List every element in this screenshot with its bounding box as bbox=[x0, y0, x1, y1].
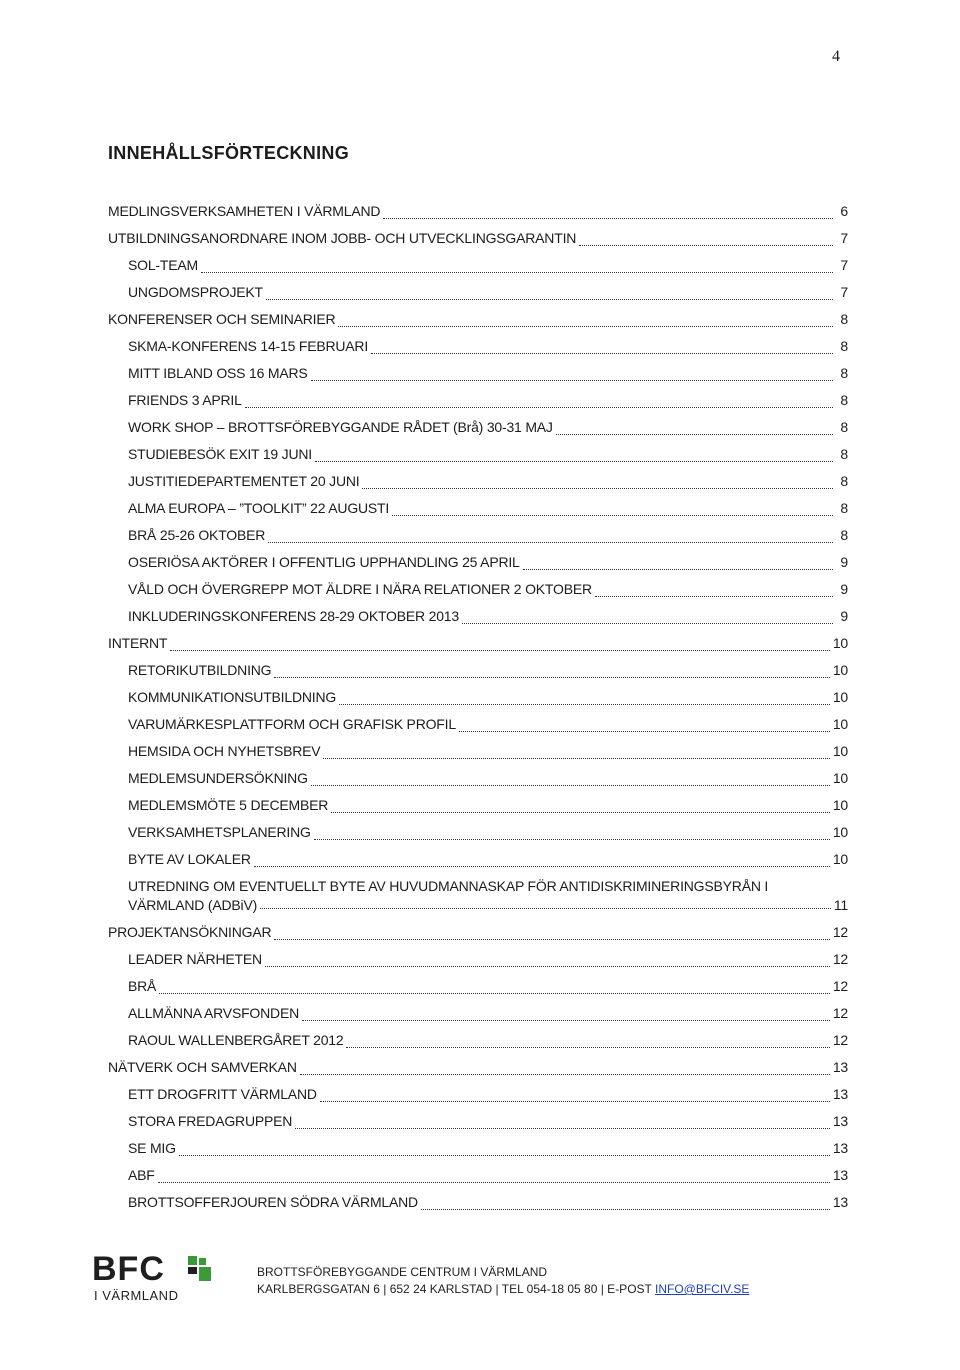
dot-leader bbox=[331, 812, 830, 813]
toc-entry-title: ALMA EUROPA – ”TOOLKIT” 22 AUGUSTI bbox=[128, 500, 390, 516]
toc-entry[interactable] bbox=[108, 1162, 848, 1189]
toc-entry-title: INKLUDERINGSKONFERENS 28-29 OKTOBER 2013 bbox=[128, 608, 459, 624]
toc-entry[interactable] bbox=[108, 1189, 848, 1216]
toc-entry-page: 11 bbox=[833, 897, 848, 913]
toc-entry[interactable] bbox=[108, 549, 848, 576]
toc-entry-page: 8 bbox=[840, 500, 848, 516]
toc-entry[interactable] bbox=[108, 919, 848, 946]
toc-entry-title: HEMSIDA OCH NYHETSBREV bbox=[128, 743, 321, 759]
dot-leader bbox=[314, 839, 830, 840]
toc-entry[interactable] bbox=[108, 711, 848, 738]
dot-leader bbox=[201, 272, 833, 273]
dot-leader bbox=[523, 569, 833, 570]
toc-entry[interactable] bbox=[108, 1081, 848, 1108]
dot-leader bbox=[266, 299, 833, 300]
toc-entry[interactable] bbox=[108, 441, 848, 468]
toc-entry-page: 10 bbox=[832, 635, 848, 651]
dot-leader bbox=[595, 596, 833, 597]
dot-leader bbox=[323, 758, 829, 759]
dot-leader bbox=[295, 1128, 830, 1129]
toc-entry[interactable] bbox=[108, 684, 848, 711]
org-name: BROTTSFÖREBYGGANDE CENTRUM I VÄRMLAND bbox=[257, 1265, 548, 1279]
dot-leader bbox=[274, 677, 829, 678]
table-of-contents bbox=[108, 198, 848, 1216]
toc-entry[interactable] bbox=[108, 819, 848, 846]
dot-leader bbox=[339, 704, 830, 705]
toc-entry-title: VARUMÄRKESPLATTFORM OCH GRAFISK PROFIL bbox=[128, 716, 456, 732]
toc-entry-title: ALLMÄNNA ARVSFONDEN bbox=[128, 1005, 299, 1021]
toc-entry-page: 8 bbox=[840, 311, 848, 327]
toc-entry[interactable] bbox=[108, 738, 848, 765]
toc-entry-page: 13 bbox=[832, 1113, 848, 1129]
toc-entry-page: 13 bbox=[832, 1059, 848, 1075]
dot-leader bbox=[311, 380, 833, 381]
logo-subtext: I VÄRMLAND bbox=[94, 1288, 179, 1303]
toc-entry-title: UTREDNING OM EVENTUELLT BYTE AV HUVUDMANNASKAP FÖR ANTIDISKRIMINERINGSBYRÅN I bbox=[128, 878, 769, 894]
dot-leader bbox=[459, 731, 830, 732]
toc-entry-title: SKMA-KONFERENS 14-15 FEBRUARI bbox=[128, 338, 369, 354]
footer-contact bbox=[257, 1264, 749, 1298]
toc-entry-page: 10 bbox=[832, 743, 848, 759]
toc-entry-page: 8 bbox=[840, 392, 848, 408]
dot-leader bbox=[315, 461, 833, 462]
email-link[interactable]: INFO@BFCIV.SE bbox=[654, 1282, 750, 1296]
toc-entry-page: 10 bbox=[832, 716, 848, 732]
address-line bbox=[257, 1281, 749, 1298]
toc-entry-page: 8 bbox=[840, 338, 848, 354]
toc-entry[interactable] bbox=[108, 495, 848, 522]
dot-leader bbox=[274, 939, 829, 940]
toc-entry-title: BRÅ bbox=[128, 978, 157, 994]
toc-entry[interactable] bbox=[108, 792, 848, 819]
toc-entry-page: 8 bbox=[840, 473, 848, 489]
toc-entry-page: 9 bbox=[840, 608, 848, 624]
toc-entry-title: MEDLEMSUNDERSÖKNING bbox=[128, 770, 308, 786]
toc-entry-page: 8 bbox=[840, 419, 848, 435]
dot-leader bbox=[265, 966, 830, 967]
toc-entry-title: ABF bbox=[128, 1167, 155, 1183]
bfc-logo bbox=[92, 1252, 222, 1312]
toc-entry-title: UTBILDNINGSANORDNARE INOM JOBB- OCH UTVECKLINGSGARANTIN bbox=[108, 230, 577, 246]
logo-cross-icon bbox=[188, 1256, 212, 1282]
toc-entry-page: 13 bbox=[832, 1140, 848, 1156]
toc-entry-page: 12 bbox=[832, 951, 848, 967]
toc-entry-page: 12 bbox=[832, 978, 848, 994]
toc-entry-title: SE MIG bbox=[128, 1140, 176, 1156]
toc-entry-title: MITT IBLAND OSS 16 MARS bbox=[128, 365, 308, 381]
toc-entry[interactable] bbox=[108, 846, 848, 873]
dot-leader bbox=[300, 1074, 830, 1075]
toc-entry-page: 8 bbox=[840, 446, 848, 462]
toc-entry[interactable] bbox=[108, 973, 848, 1000]
toc-entry[interactable] bbox=[108, 198, 848, 225]
toc-entry[interactable] bbox=[108, 468, 848, 495]
toc-entry-page: 7 bbox=[840, 284, 848, 300]
toc-entry[interactable] bbox=[108, 387, 848, 414]
toc-entry[interactable] bbox=[108, 946, 848, 973]
toc-entry-page: 8 bbox=[840, 365, 848, 381]
dot-leader bbox=[346, 1047, 829, 1048]
toc-entry-page: 9 bbox=[840, 554, 848, 570]
toc-entry-title: BYTE AV LOKALER bbox=[128, 851, 251, 867]
toc-entry-page: 12 bbox=[832, 924, 848, 940]
toc-entry[interactable] bbox=[108, 873, 848, 919]
toc-entry-title: NÄTVERK OCH SAMVERKAN bbox=[108, 1059, 297, 1075]
toc-entry-title: UNGDOMSPROJEKT bbox=[128, 284, 263, 300]
toc-entry[interactable] bbox=[108, 630, 848, 657]
toc-entry-title: VÅLD OCH ÖVERGREPP MOT ÄLDRE I NÄRA RELATIONER 2 OKTOBER bbox=[128, 581, 592, 597]
toc-entry-title: MEDLEMSMÖTE 5 DECEMBER bbox=[128, 797, 329, 813]
toc-entry[interactable] bbox=[108, 252, 848, 279]
dot-leader bbox=[579, 245, 833, 246]
toc-entry-page: 10 bbox=[832, 797, 848, 813]
toc-entry[interactable] bbox=[108, 360, 848, 387]
toc-entry-title: VERKSAMHETSPLANERING bbox=[128, 824, 311, 840]
toc-entry-page: 12 bbox=[832, 1005, 848, 1021]
dot-leader bbox=[254, 866, 830, 867]
dot-leader bbox=[421, 1209, 830, 1210]
logo-text: BFC bbox=[92, 1250, 165, 1288]
address-text: KARLBERGSGATAN 6 | 652 24 KARLSTAD | TEL 054-18 05 80 | E-POST bbox=[257, 1282, 655, 1296]
dot-leader bbox=[383, 218, 833, 219]
toc-entry-title: RETORIKUTBILDNING bbox=[128, 662, 272, 678]
toc-entry-page: 10 bbox=[832, 770, 848, 786]
dot-leader bbox=[245, 407, 833, 408]
dot-leader bbox=[338, 326, 833, 327]
toc-entry-title: JUSTITIEDEPARTEMENTET 20 JUNI bbox=[128, 473, 360, 489]
toc-entry-title-continued: VÄRMLAND (ADBiV) bbox=[128, 897, 258, 913]
toc-entry-page: 7 bbox=[840, 230, 848, 246]
toc-entry-title: BRÅ 25-26 OKTOBER bbox=[128, 527, 266, 543]
toc-entry-title: WORK SHOP – BROTTSFÖREBYGGANDE RÅDET (Brå) 30-31 MAJ bbox=[128, 419, 553, 435]
toc-entry-page: 10 bbox=[832, 689, 848, 705]
toc-entry-page: 10 bbox=[832, 662, 848, 678]
dot-leader bbox=[170, 650, 830, 651]
dot-leader bbox=[179, 1155, 830, 1156]
toc-entry-page: 13 bbox=[832, 1194, 848, 1210]
toc-entry[interactable] bbox=[108, 1108, 848, 1135]
toc-entry-title: STUDIEBESÖK EXIT 19 JUNI bbox=[128, 446, 312, 462]
toc-entry-title: SOL-TEAM bbox=[128, 257, 198, 273]
dot-leader bbox=[260, 908, 831, 909]
toc-entry-title: OSERIÖSA AKTÖRER I OFFENTLIG UPPHANDLING 25 APRIL bbox=[128, 554, 520, 570]
toc-entry[interactable] bbox=[108, 657, 848, 684]
toc-entry[interactable] bbox=[108, 306, 848, 333]
toc-entry-title: KONFERENSER OCH SEMINARIER bbox=[108, 311, 336, 327]
dot-leader bbox=[311, 785, 830, 786]
toc-entry-title: ETT DROGFRITT VÄRMLAND bbox=[128, 1086, 317, 1102]
toc-entry-title: FRIENDS 3 APRIL bbox=[128, 392, 242, 408]
toc-entry-page: 8 bbox=[840, 527, 848, 543]
dot-leader bbox=[556, 434, 833, 435]
toc-entry-title: BROTTSOFFERJOUREN SÖDRA VÄRMLAND bbox=[128, 1194, 418, 1210]
toc-entry[interactable] bbox=[108, 279, 848, 306]
toc-entry-title: LEADER NÄRHETEN bbox=[128, 951, 262, 967]
toc-entry-title: MEDLINGSVERKSAMHETEN I VÄRMLAND bbox=[108, 203, 381, 219]
toc-entry-page: 9 bbox=[840, 581, 848, 597]
dot-leader bbox=[462, 623, 833, 624]
toc-entry[interactable] bbox=[108, 603, 848, 630]
dot-leader bbox=[371, 353, 833, 354]
toc-entry[interactable] bbox=[108, 1027, 848, 1054]
toc-entry-page: 10 bbox=[832, 824, 848, 840]
toc-entry-title: PROJEKTANSÖKNINGAR bbox=[108, 924, 272, 940]
toc-entry-title: INTERNT bbox=[108, 635, 168, 651]
toc-entry-title: RAOUL WALLENBERGÅRET 2012 bbox=[128, 1032, 344, 1048]
dot-leader bbox=[159, 993, 830, 994]
dot-leader bbox=[362, 488, 833, 489]
dot-leader bbox=[392, 515, 833, 516]
footer bbox=[92, 1252, 882, 1312]
toc-entry[interactable] bbox=[108, 576, 848, 603]
toc-entry-page: 13 bbox=[832, 1086, 848, 1102]
toc-entry[interactable] bbox=[108, 765, 848, 792]
toc-entry[interactable] bbox=[108, 333, 848, 360]
dot-leader bbox=[268, 542, 833, 543]
dot-leader bbox=[320, 1101, 830, 1102]
toc-entry-page: 13 bbox=[832, 1167, 848, 1183]
toc-entry[interactable] bbox=[108, 1135, 848, 1162]
toc-heading: INNEHÅLLSFÖRTECKNING bbox=[108, 143, 349, 163]
toc-entry-title: KOMMUNIKATIONSUTBILDNING bbox=[128, 689, 337, 705]
page-number: 4 bbox=[832, 48, 840, 65]
toc-entry-page: 6 bbox=[840, 203, 848, 219]
toc-entry[interactable] bbox=[108, 225, 848, 252]
toc-entry[interactable] bbox=[108, 1000, 848, 1027]
toc-entry[interactable] bbox=[108, 1054, 848, 1081]
toc-entry-page: 10 bbox=[832, 851, 848, 867]
toc-entry-title: STORA FREDAGRUPPEN bbox=[128, 1113, 293, 1129]
toc-entry[interactable] bbox=[108, 414, 848, 441]
toc-entry-page: 12 bbox=[832, 1032, 848, 1048]
toc-entry[interactable] bbox=[108, 522, 848, 549]
toc-entry-page: 7 bbox=[840, 257, 848, 273]
dot-leader bbox=[302, 1020, 830, 1021]
dot-leader bbox=[158, 1182, 830, 1183]
